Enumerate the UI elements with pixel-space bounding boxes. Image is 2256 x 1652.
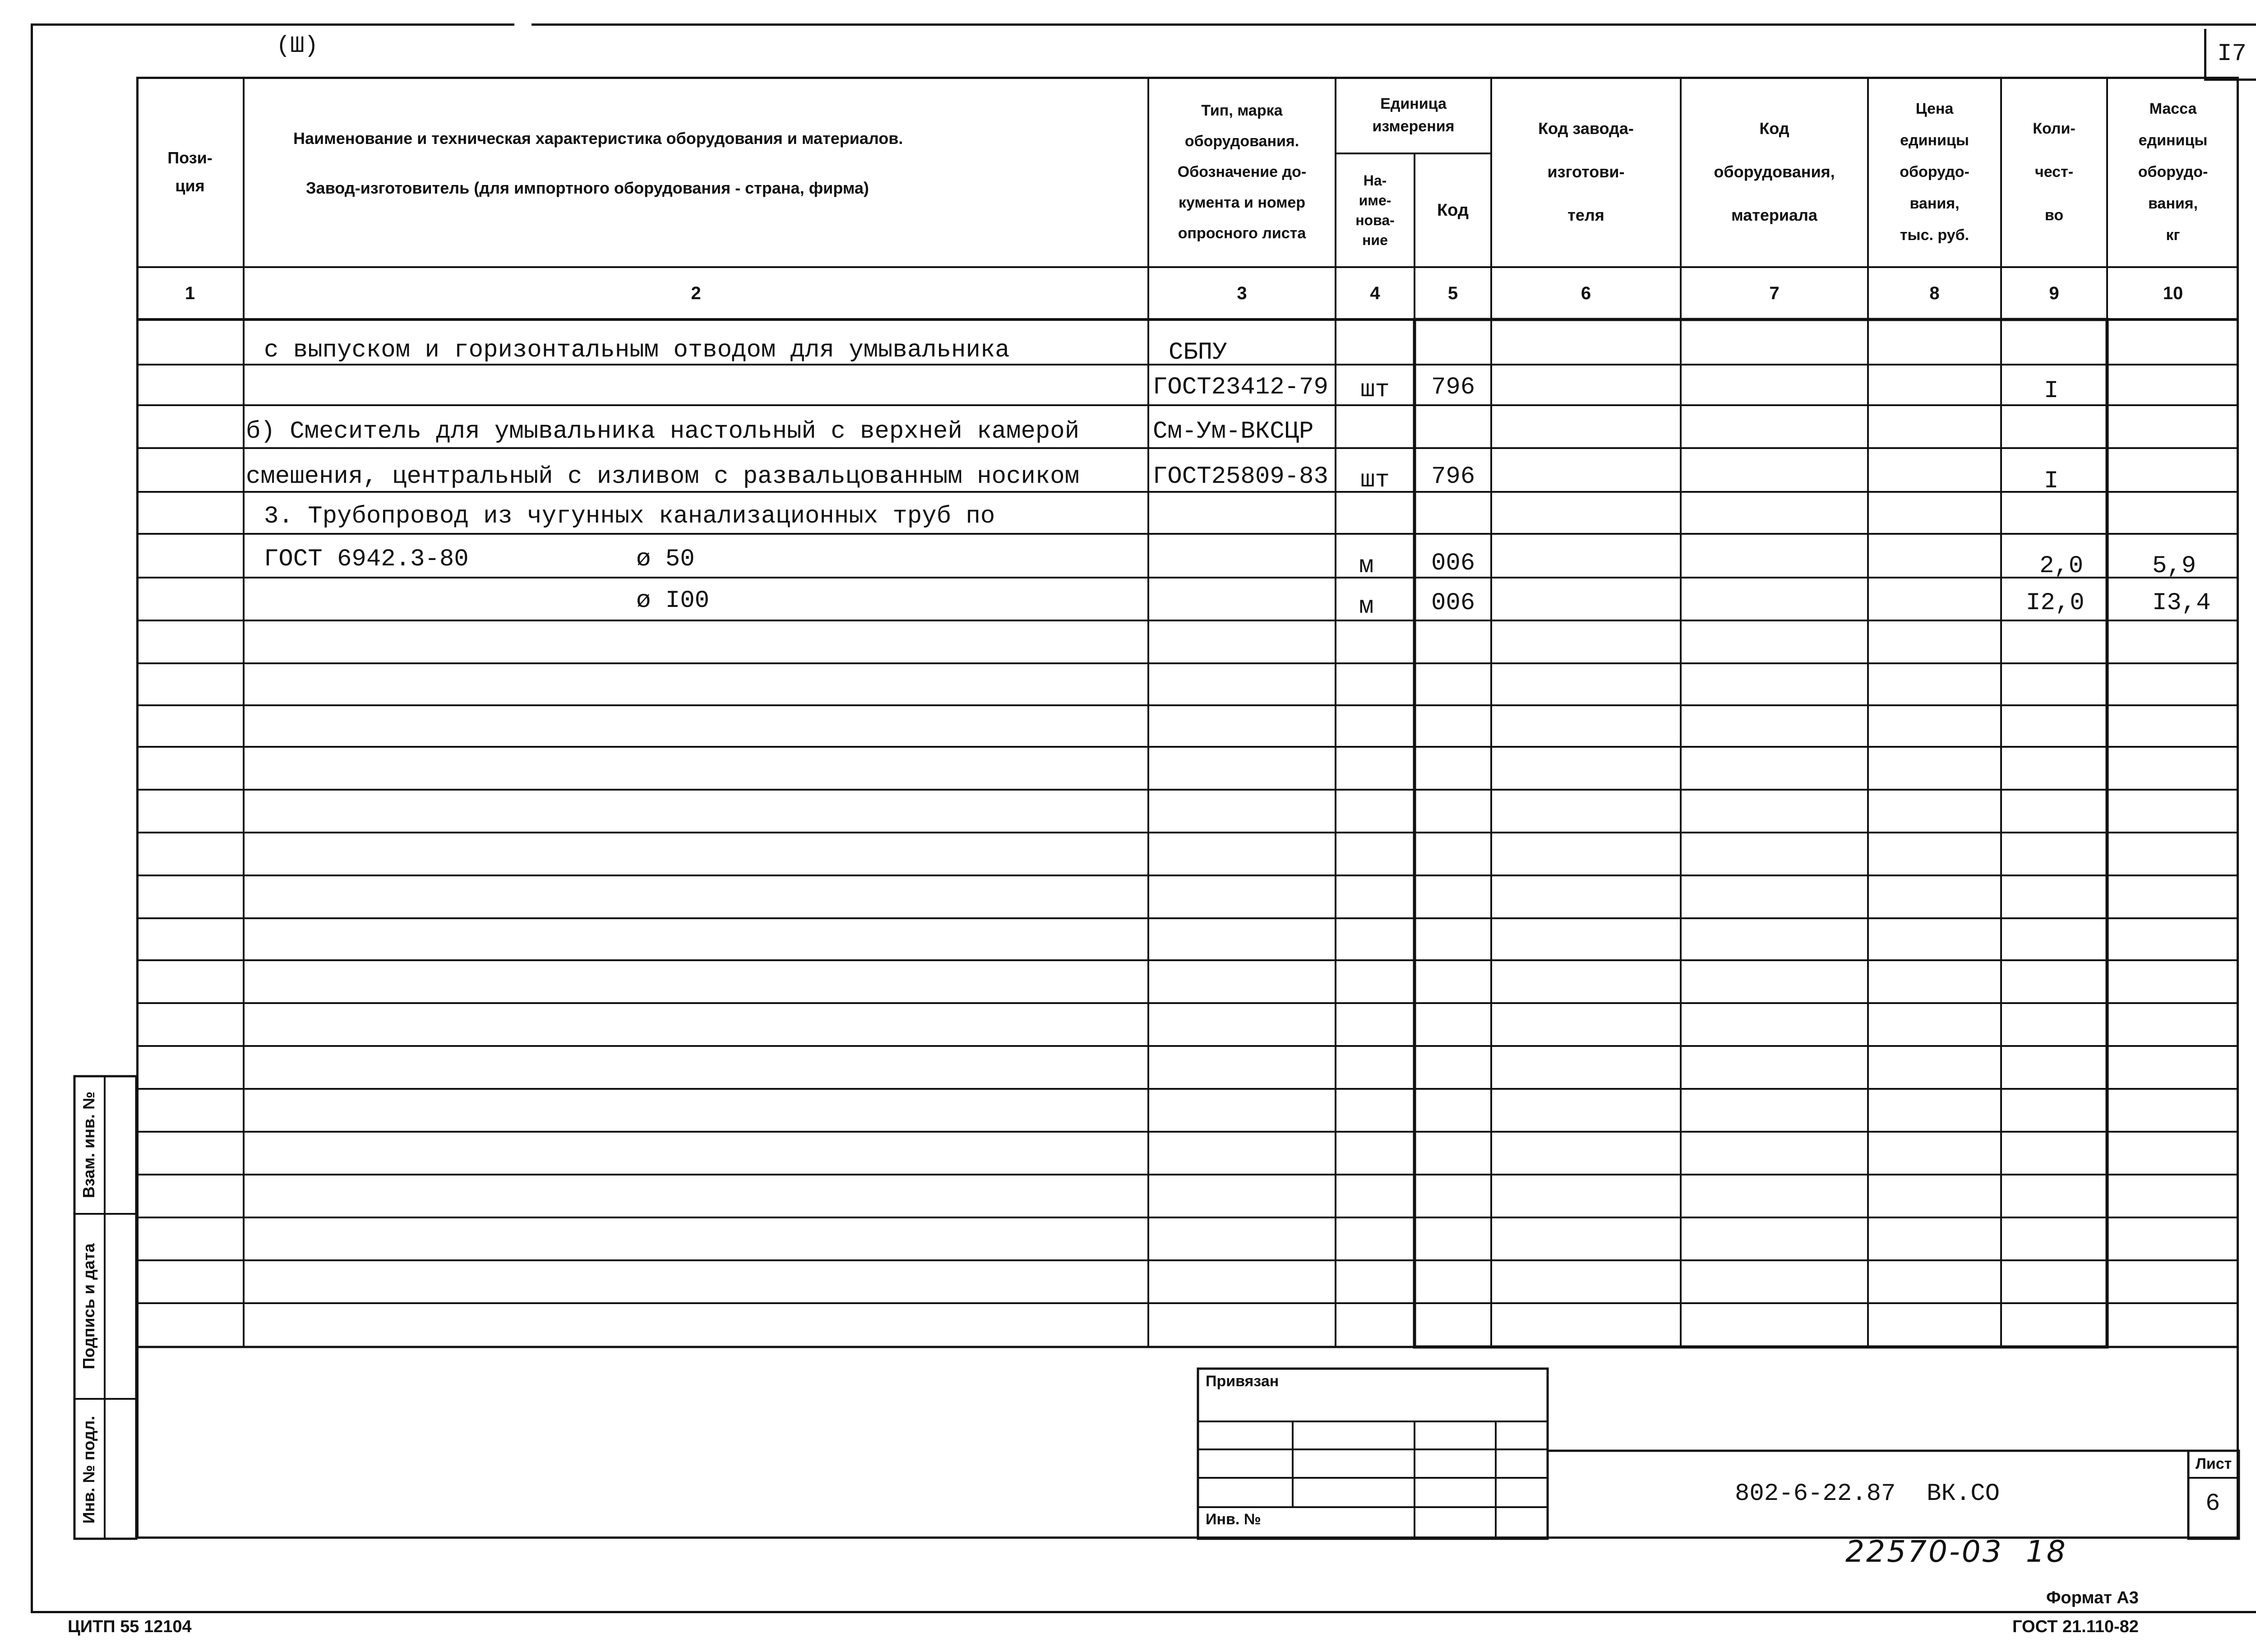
side-stamp-podpis: Подпись и дата (79, 1243, 98, 1370)
row-4-name: смешения, центральный с изливом с развальцованным носиком (246, 463, 1080, 491)
row-6-qty: 2,0 (2039, 552, 2084, 580)
row-4-qty: I (2044, 467, 2059, 495)
archive-number: 22570-03 18 (1845, 1534, 2067, 1569)
designation: 802-6-22.87 (1735, 1480, 1896, 1508)
row-7-code: 006 (1431, 589, 1475, 617)
header-plant-code: Код завода- изготови- теля (1538, 119, 1634, 224)
row-6-unit: м (1359, 552, 1374, 580)
col-number-4: 4 (1370, 283, 1380, 303)
col-number-7: 7 (1769, 283, 1780, 303)
section-mark: (Ш) (276, 32, 319, 59)
row-3-name: б) Смеситель для умывальника настольный с верхней камерой (246, 418, 1080, 445)
row-2-code: 796 (1431, 374, 1475, 401)
header-unit-group: Единица измерения (1372, 95, 1455, 135)
row-5-name: 3. Трубопровод из чугунных канализационных труб по (264, 503, 995, 530)
col-number-10: 10 (2163, 283, 2183, 303)
header-mass: Масса единицы оборудо- вания, кг (2138, 100, 2208, 244)
row-6-name: ГОСТ 6942.3-80 (264, 546, 469, 573)
header-unit-name: На- име- нова- ние (1355, 172, 1395, 248)
col-number-5: 5 (1447, 283, 1458, 303)
side-stamp-vzam: Взам. инв. № (79, 1091, 98, 1199)
format-label: Формат А3 (2046, 1588, 2139, 1607)
header-equipment-code: Код оборудования, материала (1714, 119, 1835, 224)
designation-code: ВК.СО (1927, 1480, 2000, 1508)
row-4-code: 796 (1431, 463, 1475, 491)
side-stamp-inv: Инв. № подл. (79, 1416, 98, 1524)
row-6-code: 006 (1431, 550, 1475, 577)
footer-right: ГОСТ 21.110-82 (2012, 1617, 2139, 1636)
header-name-line2: Завод-изготовитель (для импортного оборудования - страна, фирма) (306, 179, 869, 197)
privyazan-label: Привязан (1206, 1373, 1279, 1390)
col-number-2: 2 (691, 283, 701, 303)
row-7-unit: м (1359, 593, 1374, 620)
inv-no-label: Инв. № (1206, 1511, 1261, 1528)
row-2-unit: шт (1360, 376, 1390, 404)
col-number-9: 9 (2049, 283, 2059, 303)
header-position: Пози- ция (167, 148, 213, 195)
header-name-line1: Наименование и техническая характеристика оборудования и материалов. (293, 129, 903, 148)
row-7-mass: I3,4 (2152, 589, 2211, 617)
row-6-mass: 5,9 (2152, 552, 2196, 580)
row-3-type: См-Ум-ВКСЦР (1153, 418, 1314, 445)
list-label: Лист (2196, 1455, 2232, 1472)
col-number-8: 8 (1929, 283, 1940, 303)
row-1-type: СБПУ (1169, 339, 1227, 366)
footer-left: ЦИТП 55 12104 (68, 1617, 192, 1636)
header-price: Цена единицы оборудо- вания, тыс. руб. (1900, 100, 1969, 244)
row-7-diameter: ø I00 (636, 587, 710, 615)
row-4-unit: шт (1360, 467, 1390, 494)
col-number-6: 6 (1581, 283, 1591, 303)
row-6-diameter: ø 50 (636, 546, 695, 573)
col-number-1: 1 (185, 283, 195, 303)
header-type: Тип, марка оборудования. Обозначение до- кумента и номер опросного листа (1177, 102, 1307, 242)
row-4-type: ГОСТ25809-83 (1153, 463, 1328, 491)
col-number-3: 3 (1237, 283, 1247, 303)
header-quantity: Коли- чест- во (2033, 120, 2076, 224)
row-2-qty: I (2044, 377, 2059, 405)
row-1-name: с выпуском и горизонтальным отводом для умывальника (264, 337, 1010, 364)
header-unit-code: Код (1437, 201, 1469, 220)
row-7-qty: I2,0 (2026, 589, 2085, 617)
list-number: 6 (2205, 1490, 2220, 1518)
row-2-type: ГОСТ23412-79 (1153, 374, 1328, 401)
sheet-number: I7 (2217, 40, 2247, 68)
